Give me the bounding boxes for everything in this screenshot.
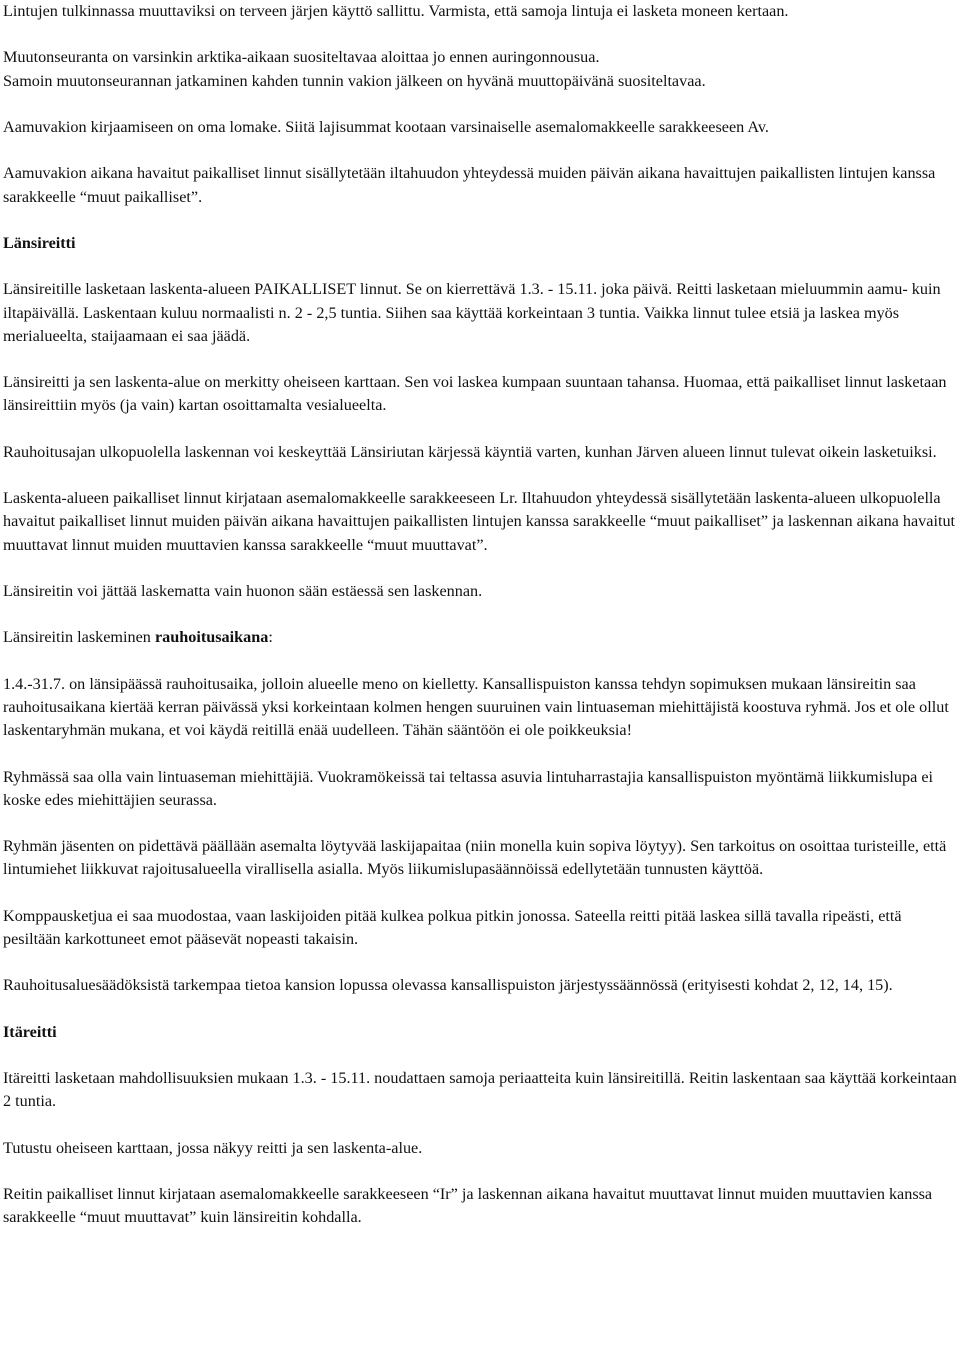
paragraph-rauhoitusaika-heading	[3, 626, 958, 649]
rauhoitusaika-prefix: Länsireitin laskeminen	[3, 628, 155, 647]
paragraph-lansireitti-rules: Länsireitille lasketaan laskenta-alueen PAIKALLISET linnut. Se on kierrettävä 1.3. - 15.11. joka päivä. Reitti lasketaan mieluummin aamu- kuin iltapäivällä. Laskentaan kuluu normaalisti n. 2 - 2,5 tuntia. Siihen saa käyttää korkeintaan 3 tuntia. Vaikka linnut tulee etsiä ja laskea myös merialueelta, staijaamaan ei saa jäädä.	[3, 280, 941, 345]
paragraph-lansireitti-pause: Rauhoitusajan ulkopuolella laskennan voi keskeyttää Länsiriutan kärjessä käyntiä varten, kunhan Järven alueen linnut tulevat oikein lasketuiksi.	[3, 442, 937, 461]
heading-itareitti: Itäreitti	[3, 1022, 57, 1041]
paragraph-lansireitti-recording: Laskenta-alueen paikalliset linnut kirjataan asemalomakkeelle sarakkeeseen Lr. Iltahuudon yhteydessä sisällytetään laskenta-alueen ulkopuolella havaitut paikalliset linnut muiden päivän aikana havaittujen paikallisten lintujen kanssa sarakkeelle “muut paikalliset” ja laskennan aikana havaitut muuttavat linnut muiden muuttavien kanssa sarakkeelle “muut muuttavat”.	[3, 489, 956, 554]
paragraph-lansireitti-weather: Länsireitin voi jättää laskematta vain huonon sään estäessä sen laskennan.	[3, 581, 483, 600]
paragraph-migration-monitoring: Muutonseuranta on varsinkin arktika-aikaan suositeltavaa aloittaa jo ennen auringonnousua.	[3, 48, 600, 67]
paragraph-path-rules: Komppausketjua ei saa muodostaa, vaan laskijoiden pitää kulkea polkua pitkin jonossa. Sateella reitti pitää laskea sillä tavalla ripeästi, että pesiltään karkottuneet emot pääsevät nopeasti takaisin.	[3, 906, 902, 948]
paragraph-migration-continuation: Samoin muutonseurannan jatkaminen kahden tunnin vakion jälkeen on hyvänä muuttopäivänä suositeltavaa.	[3, 71, 706, 90]
paragraph-intro: Lintujen tulkinnassa muuttaviksi on terveen järjen käyttö sallittu. Varmista, että samoja lintuja ei lasketa moneen kertaan.	[3, 2, 789, 20]
rauhoitusaika-suffix: :	[268, 628, 273, 647]
paragraph-group-shirts: Ryhmän jäsenten on pidettävä päällään asemalta löytyvää laskijapaitaa (niin monella kuin sopiva löytyy). Sen tarkoitus on osoittaa turisteille, että lintumiehet liikkuvat rajoitusalueella virallisella asialla. Myös liikumislupasäännöissä edellytetään tunnusten käyttöä.	[3, 837, 947, 879]
paragraph-itareitti-recording: Reitin paikalliset linnut kirjataan asemalomakkeelle sarakkeeseen “Ir” ja laskennan aikana havaitut muuttavat linnut muiden muuttavien kanssa sarakkeelle “muut muuttavat” kuin länsireitin kohdalla.	[3, 1185, 933, 1227]
paragraph-rauhoitusaika-rules: 1.4.-31.7. on länsipäässä rauhoitusaika, jolloin alueelle meno on kielletty. Kansallispuiston kanssa tehdyn sopimuksen mukaan länsireitin saa rauhoitusaikana kiertää kerran päivässä yksi korkeintaan kolmen hengen suuruinen vain lintuaseman miehittäjistä koostuva ryhmä. Jos et ole ollut laskentaryhmän mukana, et voi käydä reitillä enää uudelleen. Tähän sääntöön ei ole poikkeuksia!	[3, 674, 949, 740]
heading-lansireitti: Länsireitti	[3, 233, 76, 252]
paragraph-morning-locals: Aamuvakion aikana havaitut paikalliset linnut sisällytetään iltahuudon yhteydessä muiden päivän aikana havaittujen paikallisten lintujen kanssa sarakkeelle “muut paikalliset”.	[3, 164, 936, 206]
paragraph-lansireitti-map: Länsireitti ja sen laskenta-alue on merkitty oheiseen karttaan. Sen voi laskea kumpaan suuntaan tahansa. Huomaa, että paikalliset linnut lasketaan länsireittiin myös (ja vain) kartan osoittamalta vesialueelta.	[3, 373, 947, 415]
paragraph-group-members: Ryhmässä saa olla vain lintuaseman miehittäjiä. Vuokramökeissä tai teltassa asuvia lintuharrastajia kansallispuiston myöntämä liikkumislupa ei koske edes miehittäjien seurassa.	[3, 767, 934, 809]
rauhoitusaika-bold: rauhoitusaikana	[154, 628, 269, 647]
paragraph-itareitti-map: Tutustu oheiseen karttaan, jossa näkyy reitti ja sen laskenta-alue.	[3, 1138, 423, 1157]
paragraph-itareitti-rules: Itäreitti lasketaan mahdollisuuksien mukaan 1.3. - 15.11. noudattaen samoja periaatteita kuin länsireitillä. Reitin laskentaan saa käyttää korkeintaan 2 tuntia.	[3, 1069, 957, 1111]
paragraph-morning-form: Aamuvakion kirjaamiseen on oma lomake. Siitä lajisummat kootaan varsinaiselle asemalomakkeelle sarakkeeseen Av.	[3, 117, 769, 136]
paragraph-regulations: Rauhoitusaluesäädöksistä tarkempaa tietoa kansion lopussa olevassa kansallispuiston järjestyssäännössä (erityisesti kohdat 2, 12, 14, 15).	[3, 976, 893, 995]
